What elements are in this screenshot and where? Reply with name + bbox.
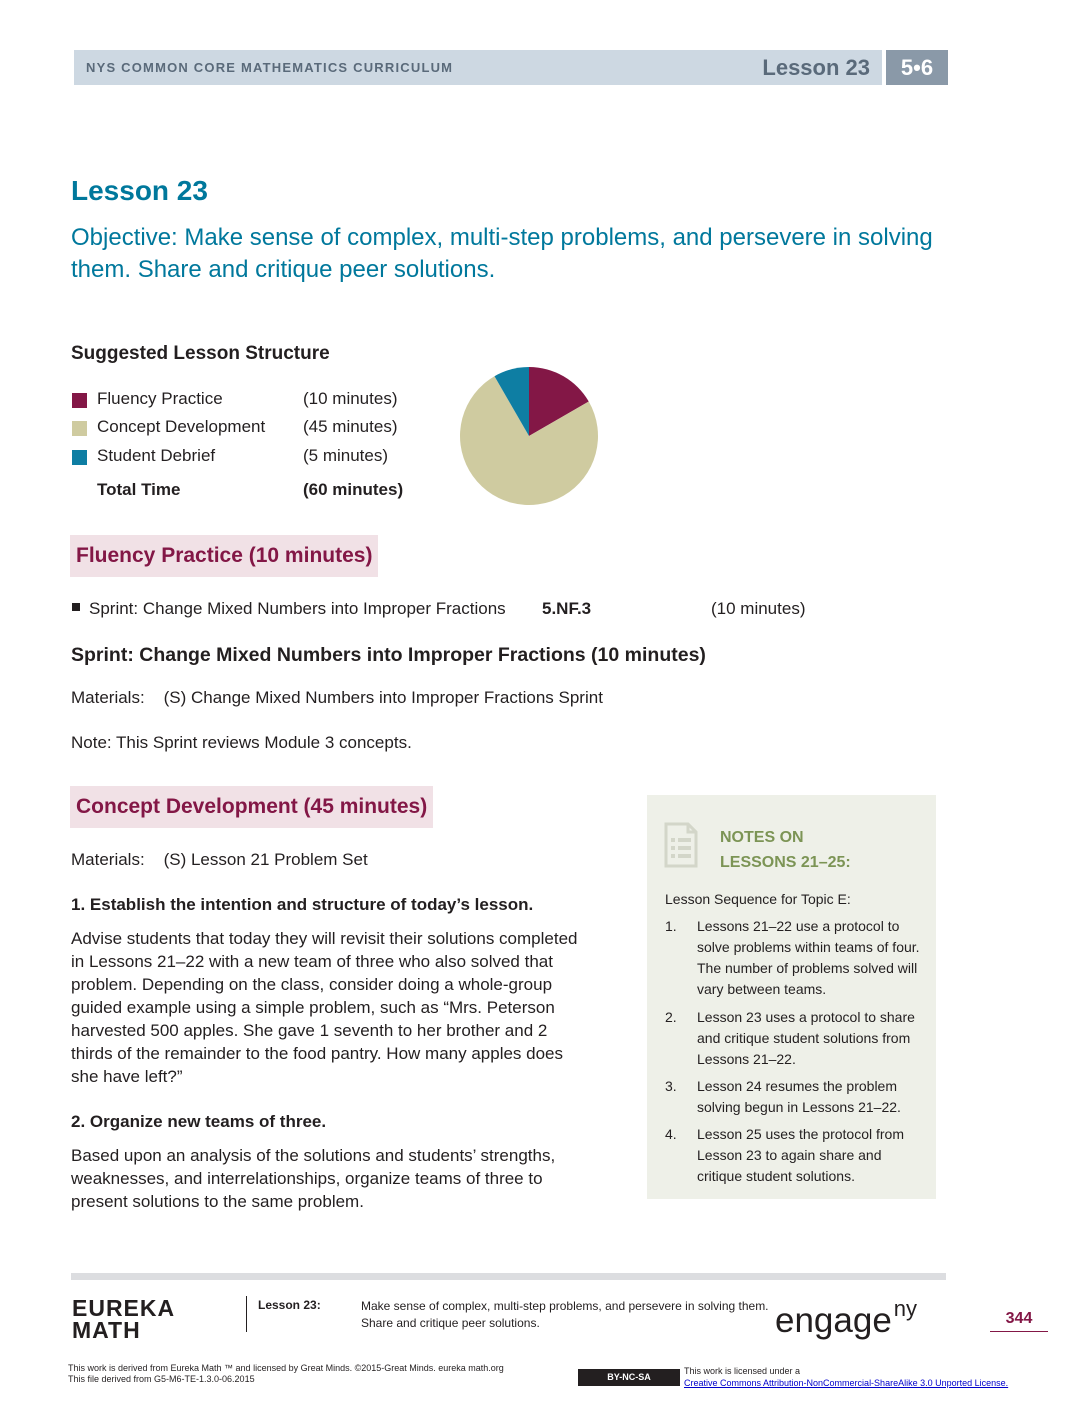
structure-heading: Suggested Lesson Structure [71, 343, 330, 364]
notes-intro: Lesson Sequence for Topic E: [665, 891, 851, 907]
footer-lesson-description: Make sense of complex, multi-step problems, and persevere in solving them. Share and critique peer solutions. [361, 1299, 769, 1330]
header-lesson: Lesson 23 [762, 55, 870, 80]
license-text [684, 1365, 1008, 1389]
credits [68, 1363, 504, 1385]
logo-line1: EUREKA [72, 1295, 176, 1321]
page-title: Lesson 23 [71, 175, 208, 206]
step2-body: Based upon an analysis of the solutions and students’ strengths, weaknesses, and interrelationships, organize teams of three to present solutions to the same problem. [71, 1146, 556, 1211]
structure-label: Fluency Practice [97, 389, 223, 408]
credit-line2: This file derived from G5-M6-TE-1.3.0-06.2015 [68, 1374, 255, 1384]
fluency-bullet-time: (10 minutes) [711, 599, 806, 618]
engage-ny-logo [775, 1296, 917, 1341]
license-line1: This work is licensed under a [684, 1366, 801, 1376]
notes-item-text: Lesson 25 uses the protocol from Lesson 23 to again share and critique student solutions. [697, 1126, 905, 1184]
concept-materials: Materials: (S) Lesson 21 Problem Set [71, 850, 368, 869]
step2-title: 2. Organize new teams of three. [71, 1112, 327, 1131]
grade-module-badge: 5•6 [886, 50, 948, 85]
notes-heading-line2: LESSONS 21–25: [720, 854, 851, 871]
structure-label: Student Debrief [97, 446, 216, 465]
bullet-icon [72, 603, 80, 611]
notes-item-number: 1. [665, 918, 677, 934]
notes-item-number: 3. [665, 1078, 677, 1094]
structure-time: (5 minutes) [303, 446, 389, 465]
document-icon [664, 822, 698, 868]
license-link[interactable]: Creative Commons Attribution-NonCommercial-ShareAlike 3.0 Unported License. [684, 1378, 1009, 1388]
structure-time: (10 minutes) [303, 389, 398, 408]
footer-lesson-label: Lesson 23: [258, 1298, 321, 1312]
page-header [74, 50, 948, 85]
total-label: Total Time [97, 480, 181, 499]
notes-sidebar [647, 795, 936, 1199]
lesson-structure-pie-chart [459, 366, 599, 506]
notes-item-text: Lesson 24 resumes the problem solving begun in Lessons 21–22. [697, 1078, 901, 1115]
legend-swatch [72, 393, 87, 408]
concept-heading: Concept Development (45 minutes) [70, 786, 433, 828]
notes-item-number: 2. [665, 1009, 677, 1025]
footer-divider [71, 1273, 946, 1280]
page-number: 344 [990, 1310, 1048, 1332]
curriculum-name: NYS COMMON CORE MATHEMATICS CURRICULUM [86, 60, 454, 75]
sprint-materials: Materials: (S) Change Mixed Numbers into Improper Fractions Sprint [71, 688, 603, 707]
structure-label: Concept Development [97, 417, 266, 436]
legend-swatch [72, 450, 87, 465]
notes-item-text: Lesson 23 uses a protocol to share and critique student solutions from Lessons 21–22. [697, 1009, 915, 1067]
logo-line2: MATH [72, 1317, 141, 1343]
sprint-heading: Sprint: Change Mixed Numbers into Improper Fractions (10 minutes) [71, 644, 706, 666]
step1-title: 1. Establish the intention and structure of today’s lesson. [71, 895, 534, 914]
total-time: (60 minutes) [303, 480, 404, 499]
fluency-bullet-standard: 5.NF.3 [542, 599, 592, 618]
legend-swatch [72, 421, 87, 436]
fluency-heading: Fluency Practice (10 minutes) [70, 535, 378, 577]
step1-body: Advise students that today they will revisit their solutions completed in Lessons 21–22 with a new team of three who also solved that problem. Depending on the class, consider doing a whole-group guided example using a simple problem, such as “Mrs. Peterson harvested 500 apples. She gave 1 seventh to her brother and 2 thirds of the remainder to the food pantry. How many apples does she have left?” [71, 929, 578, 1086]
credit-line1: This work is derived from Eureka Math ™ and licensed by Great Minds. ©2015-Great Minds. eureka math.org [68, 1363, 504, 1373]
structure-time: (45 minutes) [303, 417, 398, 436]
notes-item-number: 4. [665, 1126, 677, 1142]
objective: Objective: Make sense of complex, multi-step problems, and persevere in solving them. Share and critique peer solutions. [71, 224, 933, 283]
sprint-note: Note: This Sprint reviews Module 3 concepts. [71, 733, 412, 752]
eureka-math-logo [72, 1297, 175, 1341]
notes-item-text: Lessons 21–22 use a protocol to solve problems within teams of four. The number of problems solved will vary between teams. [697, 918, 920, 997]
fluency-bullet-text: Sprint: Change Mixed Numbers into Improper Fractions [89, 599, 506, 618]
cc-license-badge[interactable]: BY-NC-SA [578, 1369, 680, 1386]
notes-heading-line1: NOTES ON [720, 829, 804, 846]
footer-vertical-divider [246, 1296, 247, 1332]
ny-text: ny [893, 1296, 918, 1321]
notes-heading [720, 825, 851, 875]
engage-text: engage [775, 1301, 892, 1340]
